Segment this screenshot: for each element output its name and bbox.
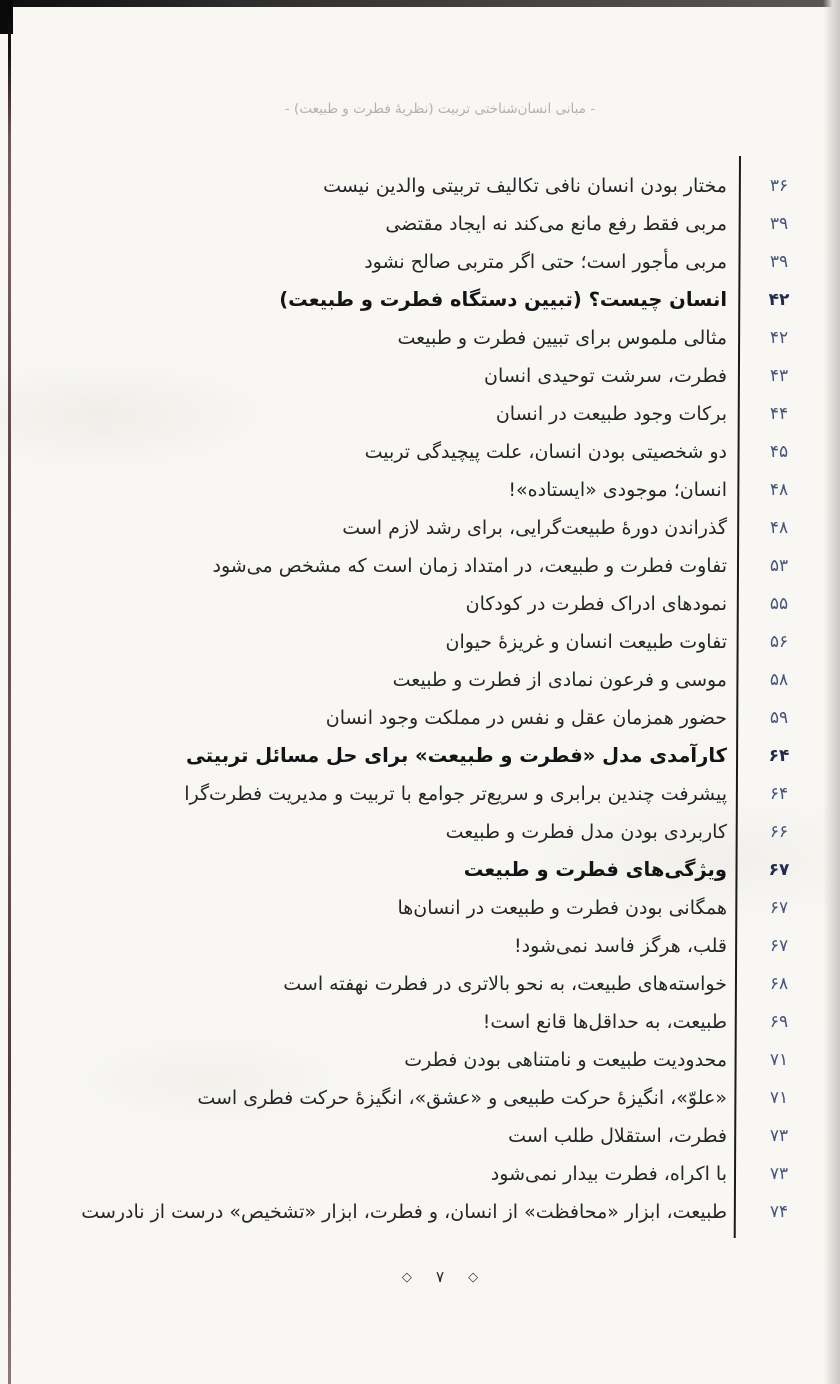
running-head: - مبانی انسان‌شناختی تربیت (نظریهٔ فطرت و طبیعت) - [284,101,596,117]
toc-entry-page-number: ۵۶ [769,632,789,652]
toc-entry-page-number: ۷۱ [769,1050,789,1070]
toc-entry-page-number: ۶۸ [769,974,789,994]
toc-row [0,243,840,281]
toc-row [0,1117,840,1155]
toc-entry-title: برکات وجود طبیعت در انسان [495,403,727,425]
toc-row [0,661,840,699]
toc-entry-title: فطرت، سرشت توحیدی انسان [484,365,727,387]
toc-entry-title: گذراندن دورهٔ طبیعت‌گرایی، برای رشد لازم است [342,517,727,539]
toc-entry-page-number: ۶۷ [768,860,790,880]
toc-entry-title: تفاوت فطرت و طبیعت، در امتداد زمان است که مشخص می‌شود [212,555,727,577]
toc-entry-page-number: ۷۳ [769,1164,789,1184]
toc-entry-page-number: ۳۹ [769,252,789,272]
toc-entry-title: مربی مأجور است؛ حتی اگر متربی صالح نشود [364,251,727,273]
toc-entry-title: پیشرفت چندین برابری و سریع‌تر جوامع با تربیت و مدیریت فطرت‌گرا [184,783,727,805]
toc-row [0,319,840,357]
toc-entry-title: انسان؛ موجودی «ایستاده»! [508,479,727,501]
toc-entry-page-number: ۴۸ [769,480,789,500]
toc-entry-title: مثالی ملموس برای تبیین فطرت و طبیعت [397,327,727,349]
toc-row [0,1193,840,1231]
toc-row [0,965,840,1003]
table-of-contents [0,167,840,1231]
toc-row [0,775,840,813]
toc-entry-page-number: ۵۵ [769,594,789,614]
toc-entry-title: همگانی بودن فطرت و طبیعت در انسان‌ها [397,897,727,919]
toc-entry-page-number: ۴۴ [769,404,789,424]
toc-entry-page-number: ۵۹ [769,708,789,728]
toc-entry-title: دو شخصیتی بودن انسان، علت پیچیدگی تربیت [364,441,727,463]
toc-entry-title: کاربردی بودن مدل فطرت و طبیعت [445,821,727,843]
folio-page-number: ۷ [435,1268,445,1286]
toc-entry-page-number: ۶۴ [769,784,789,804]
toc-entry-page-number: ۳۶ [769,176,789,196]
toc-entry-title: طبیعت، به حداقل‌ها قانع است! [482,1011,727,1033]
toc-entry-title: قلب، هرگز فاسد نمی‌شود! [514,935,727,957]
toc-entry-page-number: ۶۴ [768,746,790,766]
page-folio [40,1268,840,1286]
toc-row [0,547,840,585]
toc-row [0,699,840,737]
toc-entry-page-number: ۶۶ [769,822,789,842]
toc-row-section-heading [0,737,840,775]
toc-entry-title: طبیعت، ابزار «محافظت» از انسان، و فطرت، ابزار «تشخیص» درست از نادرست [81,1201,727,1223]
toc-entry-title: محدودیت طبیعت و نامتناهی بودن فطرت [404,1049,727,1071]
toc-entry-page-number: ۴۲ [769,328,789,348]
toc-entry-title: تفاوت طبیعت انسان و غریزهٔ حیوان [445,631,727,653]
toc-entry-title: ویژگی‌های فطرت و طبیعت [463,858,727,881]
toc-row [0,1155,840,1193]
toc-row [0,813,840,851]
toc-entry-title: مربی فقط رفع مانع می‌کند نه ایجاد مقتضی [385,213,727,235]
toc-row [0,585,840,623]
folio-ornament-left: ◇ [401,1269,412,1285]
toc-entry-page-number: ۶۷ [769,936,789,956]
toc-entry-page-number: ۳۹ [769,214,789,234]
toc-row [0,623,840,661]
toc-row [0,509,840,547]
toc-entry-page-number: ۶۷ [769,898,789,918]
toc-row [0,1079,840,1117]
scan-edge-left-corner [0,0,13,34]
toc-row [0,205,840,243]
toc-entry-page-number: ۵۳ [769,556,789,576]
toc-entry-page-number: ۷۱ [769,1088,789,1108]
toc-entry-page-number: ۷۳ [769,1126,789,1146]
toc-row [0,395,840,433]
toc-row [0,471,840,509]
toc-row [0,167,840,205]
toc-row-section-heading [0,281,840,319]
toc-entry-title: نمودهای ادراک فطرت در کودکان [465,593,727,615]
toc-entry-page-number: ۶۹ [769,1012,789,1032]
toc-entry-page-number: ۴۲ [768,290,790,310]
toc-entry-page-number: ۴۳ [769,366,789,386]
toc-entry-page-number: ۷۴ [769,1202,789,1222]
toc-row [0,1041,840,1079]
toc-entry-title: موسی و فرعون نمادی از فطرت و طبیعت [392,669,727,691]
toc-row [0,357,840,395]
toc-entry-page-number: ۴۵ [769,442,789,462]
toc-entry-title: خواسته‌های طبیعت، به نحو بالاتری در فطرت نهفته است [283,973,727,995]
toc-row [0,889,840,927]
toc-entry-title: حضور همزمان عقل و نفس در مملکت وجود انسان [325,707,727,729]
toc-entry-page-number: ۵۸ [769,670,789,690]
toc-row [0,1003,840,1041]
folio-ornament-right: ◇ [468,1269,479,1285]
toc-entry-title: با اکراه، فطرت بیدار نمی‌شود [490,1163,727,1185]
toc-entry-title: کارآمدی مدل «فطرت و طبیعت» برای حل مسائل تربیتی [186,744,727,767]
scan-edge-top [0,0,840,7]
toc-row [0,927,840,965]
toc-entry-title: «علوّ»، انگیزهٔ حرکت طبیعی و «عشق»، انگیزهٔ حرکت فطری است [197,1087,727,1109]
toc-entry-title: فطرت، استقلال طلب است [508,1125,727,1147]
toc-entry-title: مختار بودن انسان نافی تکالیف تربیتی والدین نیست [323,175,727,197]
toc-row [0,433,840,471]
toc-entry-page-number: ۴۸ [769,518,789,538]
toc-row-section-heading [0,851,840,889]
toc-entry-title: انسان چیست؟ (تبیین دستگاه فطرت و طبیعت) [279,288,727,311]
